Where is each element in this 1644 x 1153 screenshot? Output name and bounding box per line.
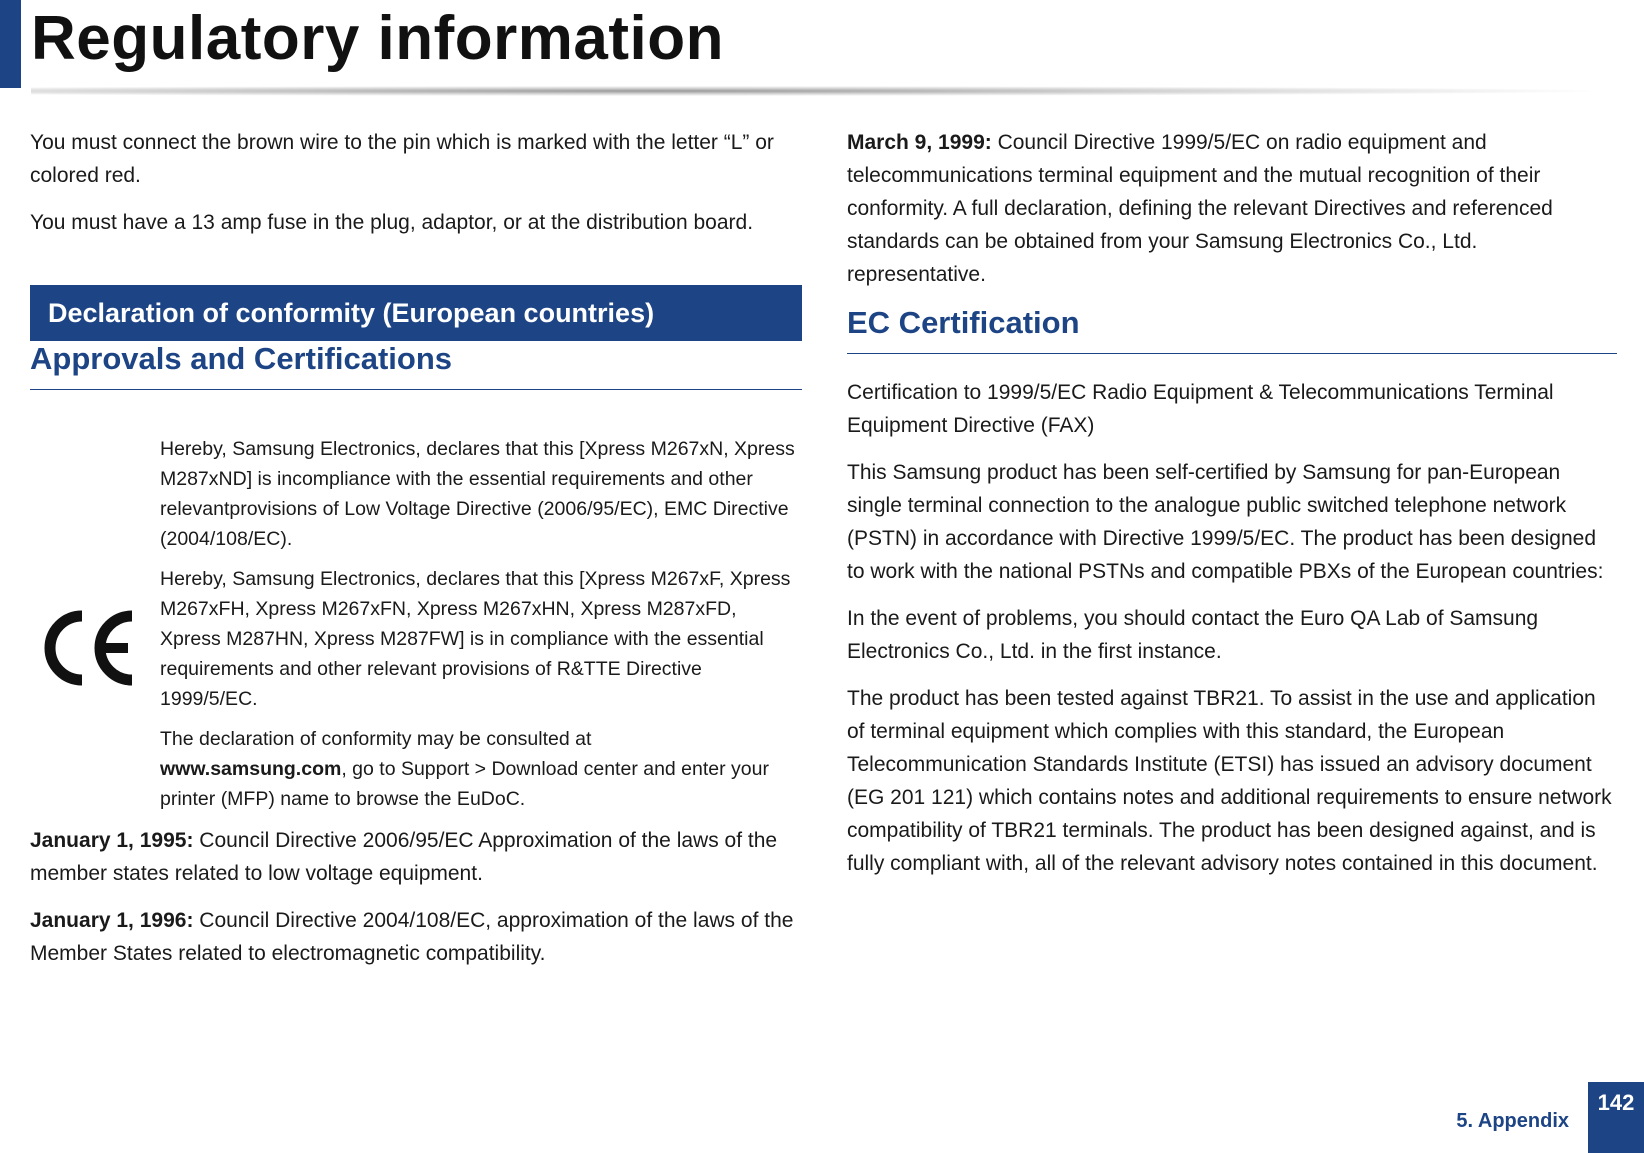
ec-cert-paragraph-1: Certification to 1999/5/EC Radio Equipment & Telecommunications Terminal Equipment Directive (FAX)	[847, 381, 1554, 437]
directive-1999	[847, 126, 1617, 291]
ec-certification-heading: EC Certification	[847, 305, 1617, 354]
consult-prefix: The declaration of conformity may be consulted at	[160, 728, 592, 750]
ec-cert-paragraph-2: This Samsung product has been self-certified by Samsung for pan-European single terminal connection to the analogue public switched telephone network (PSTN) in accordance with Directive 1999/5/EC. The product has been designed to work with the national PSTNs and compatible PBXs of the European countries:	[847, 461, 1604, 583]
directive-1995	[30, 824, 802, 890]
date-1996: January 1, 1996:	[30, 909, 194, 932]
ce-declaration-consult	[160, 724, 802, 814]
ce-declaration-lvd: Hereby, Samsung Electronics, declares that this [Xpress M267xN, Xpress M287xND] is incompliance with the essential requirements and other relevantprovisions of Low Voltage Directive (2006/95/EC), EMC Directive (2004/108/EC).	[160, 438, 795, 550]
ce-declaration-block	[30, 434, 802, 814]
ce-declaration-rtte: Hereby, Samsung Electronics, declares that this [Xpress M267xF, Xpress M267xFH, Xpress M267xFN, Xpress M267xHN, Xpress M287xFD, Xpress M287HN, Xpress M287FW] is in compliance with the essential requirements and other relevant provisions of R&TTE Directive 1999/5/EC.	[160, 568, 791, 710]
fuse-paragraph: You must have a 13 amp fuse in the plug, adaptor, or at the distribution board.	[30, 211, 754, 234]
page-number: 142	[1597, 1090, 1635, 1115]
consult-suffix: , go to Support > Download center and enter your printer (MFP) name to browse the EuDoC.	[160, 758, 769, 810]
samsung-link[interactable]: www.samsung.com	[160, 758, 342, 780]
directive-1996	[30, 904, 802, 970]
directive-1999-text: Council Directive 1999/5/EC on radio equipment and telecommunications terminal equipment and the mutual recognition of their conformity. A full declaration, defining the relevant Directives and referenced standards can be obtained from your Samsung Electronics Co., Ltd. representative.	[847, 131, 1553, 286]
title-divider	[31, 86, 1591, 96]
directive-1996-text: Council Directive 2004/108/EC, approximation of the laws of the Member States related to electromagnetic compatibility.	[30, 909, 794, 965]
page-title: Regulatory information	[31, 4, 725, 73]
ce-mark-icon	[44, 610, 136, 686]
ec-cert-paragraph-3: In the event of problems, you should contact the Euro QA Lab of Samsung Electronics Co., Ltd. in the first instance.	[847, 607, 1539, 663]
section-banner	[30, 285, 802, 341]
left-column	[30, 126, 802, 984]
ec-cert-paragraph-4: The product has been tested against TBR21. To assist in the use and application of terminal equipment which complies with this standard, the European Telecommunication Standards Institute (ETSI) has issued an advisory document (EG 201 121) which contains notes and additional requirements to ensure network compatibility of TBR21 terminals. The product has been designed against, and is fully compliant with, all of the relevant advisory notes contained in this document.	[847, 687, 1612, 875]
header-accent-bar	[0, 0, 21, 88]
wiring-paragraph: You must connect the brown wire to the pin which is marked with the letter “L” or colored red.	[30, 131, 774, 187]
footer-section-label: 5. Appendix	[1456, 1110, 1569, 1132]
directive-1995-text: Council Directive 2006/95/EC Approximation of the laws of the member states related to low voltage equipment.	[30, 829, 778, 885]
section-banner-label: Declaration of conformity (European countries)	[48, 297, 655, 328]
date-1995: January 1, 1995:	[30, 829, 194, 852]
ec-certification-body	[847, 376, 1617, 880]
right-column	[847, 126, 1617, 894]
approvals-heading: Approvals and Certifications	[30, 341, 802, 390]
page-number-badge	[1588, 1082, 1644, 1153]
date-1999: March 9, 1999:	[847, 131, 992, 154]
